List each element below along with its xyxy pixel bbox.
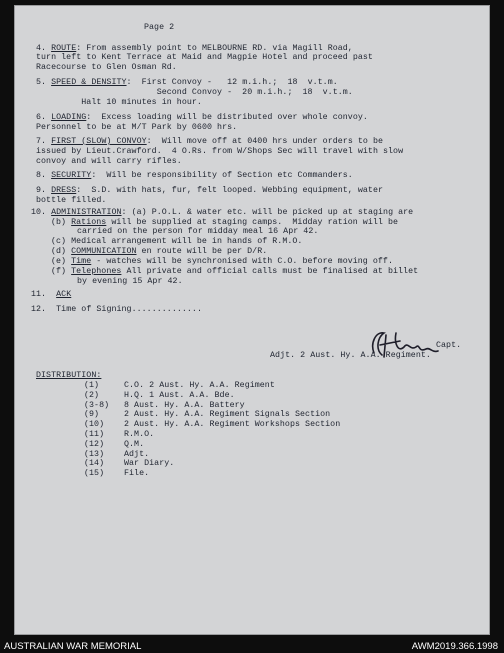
item-7: 7. FIRST (SLOW) CONVOY: Will move off at 0400 hrs under orders to be	[36, 137, 384, 146]
item-6-line-2: Personnel to be at M/T Park by 0600 hrs.	[36, 123, 238, 132]
item-10-label: ADMINISTRATION	[51, 208, 122, 217]
distribution-entry: (3-8) 8 Aust. Hy. A.A. Battery	[84, 400, 245, 410]
item-8-label: SECURITY	[51, 171, 92, 180]
distribution-entry: (9) 2 Aust. Hy. A.A. Regiment Signals Section	[84, 410, 331, 420]
item-7-label: FIRST (SLOW) CONVOY	[51, 137, 147, 146]
item-5-label: SPEED & DENSITY	[51, 78, 127, 87]
footer-accession-number: AWM2019.366.1998	[411, 641, 498, 652]
signatory-appointment: Adjt. 2 Aust. Hy. A.A. Regiment.	[270, 351, 431, 360]
item-9-label: DRESS	[51, 186, 77, 195]
item-9: 9. DRESS: S.D. with hats, fur, felt looped. Webbing equipment, water	[36, 186, 384, 195]
item-10-e: (e) Time - watches will be synchronised with C.O. before moving off.	[51, 257, 393, 266]
item-9-line-2: bottle filled.	[36, 196, 107, 205]
item-11: 11. ACK	[31, 290, 72, 299]
footer-institution: AUSTRALIAN WAR MEMORIAL	[4, 641, 142, 652]
signatory-rank: Capt.	[436, 341, 462, 350]
distribution-entry: (13) Adjt.	[84, 449, 150, 459]
item-10-d: (d) COMMUNICATION en route will be per D/R.	[51, 247, 268, 256]
item-4-label: ROUTE	[51, 44, 77, 53]
distribution-entry: (2) H.Q. 1 Aust. A.A. Bde.	[84, 390, 235, 400]
item-11-label: ACK	[56, 290, 72, 299]
item-10: 10. ADMINISTRATION: (a) P.O.L. & water etc. will be picked up at staging are	[31, 208, 414, 217]
item-7-line-3: convoy and will carry rifles.	[36, 157, 182, 166]
item-4-line-2: turn left to Kent Terrace at Maid and Magpie Hotel and proceed past	[36, 53, 373, 62]
distribution-entry: (12) Q.M.	[84, 439, 145, 449]
item-6-label: LOADING	[51, 113, 87, 122]
page-title: Page 2	[144, 23, 175, 32]
item-10-b-cont: carried on the person for midday meal 16 Apr 42.	[77, 227, 319, 236]
distribution-entry: (10) 2 Aust. Hy. A.A. Regiment Workshops Section	[84, 420, 341, 430]
distribution-entry: (15) File.	[84, 469, 150, 479]
item-4-line-3: Racecourse to Glen Osman Rd.	[36, 63, 177, 72]
distribution-entry: (11) R.M.O.	[84, 430, 155, 439]
item-10-b: (b) Rations will be supplied at staging camps. Midday ration will be	[51, 218, 399, 227]
item-4: 4. ROUTE: From assembly point to MELBOURNE RD. via Magill Road,	[36, 44, 353, 53]
document-page	[14, 5, 490, 635]
distribution-entry: (14) War Diary.	[84, 459, 175, 469]
item-10-f: (f) Telephones All private and official calls must be finalised at billet	[51, 267, 419, 276]
item-5: 5. SPEED & DENSITY: First Convoy - 12 m.i.h.; 18 v.t.m.	[36, 78, 338, 87]
distribution-entry: (1) C.O. 2 Aust. Hy. A.A. Regiment	[84, 381, 275, 390]
item-5-line-3: Halt 10 minutes in hour.	[36, 98, 202, 107]
distribution-heading: DISTRIBUTION:	[36, 371, 102, 380]
item-5-line-2: Second Convoy - 20 m.i.h.; 18 v.t.m.	[36, 88, 353, 97]
item-12: 12. Time of Signing..............	[31, 305, 202, 314]
item-10-c: (c) Medical arrangement will be in hands of R.M.O.	[51, 237, 303, 246]
item-8: 8. SECURITY: Will be responsibility of Section etc Commanders.	[36, 171, 353, 180]
item-10-f-cont: by evening 15 Apr 42.	[77, 277, 183, 286]
item-6: 6. LOADING: Excess loading will be distributed over whole convoy.	[36, 113, 368, 122]
item-7-line-2: issued by Lieut.Crawford. 4 O.Rs. from W/Shops Sec will travel with slow	[36, 147, 404, 156]
